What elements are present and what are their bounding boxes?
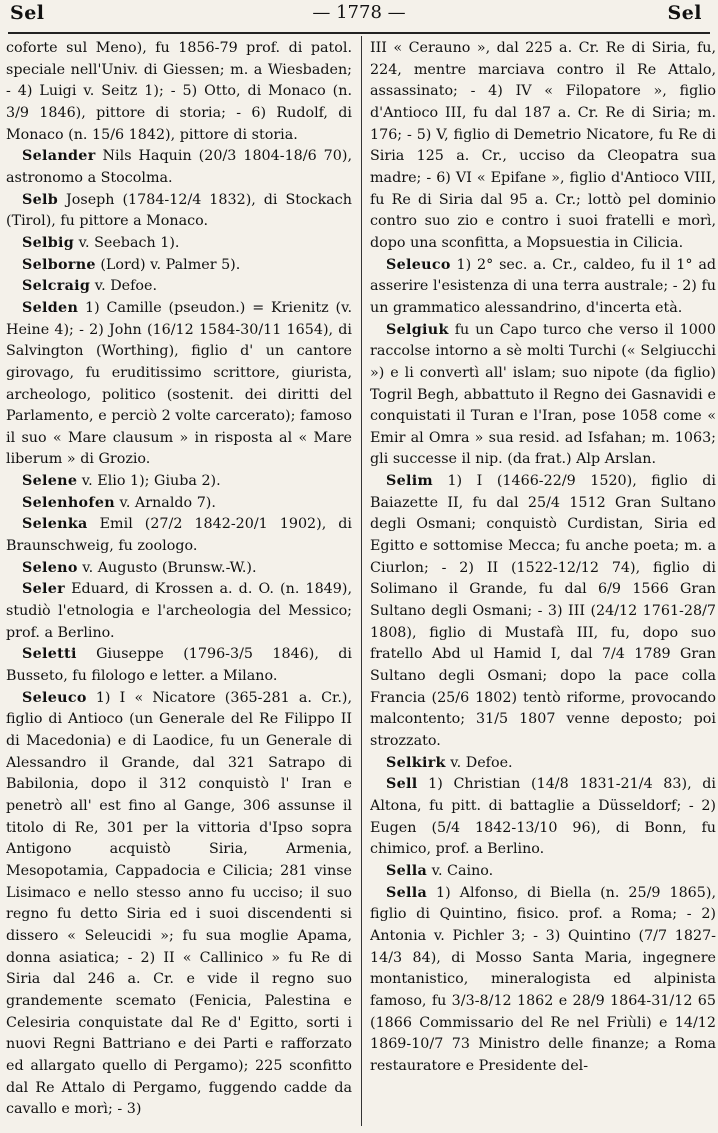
entry-text: 1) 2° sec. a. Cr., caldeo, fu il 1° ad asserire l'esistenza di una terra australe; - 2) fu un grammatico alessandrino, d'incerta età. [370, 256, 716, 316]
entry-headword: Sella [386, 884, 428, 901]
entry-text: v. Augusto (Brunsw.-W.). [77, 559, 257, 576]
entry-headword: Seler [22, 581, 65, 598]
dictionary-entry [6, 233, 352, 255]
entry-headword: Selden [22, 299, 79, 316]
entry-headword: Selborne [22, 256, 96, 273]
dictionary-entry [6, 276, 352, 298]
entry-text: v. Caino. [427, 862, 494, 879]
dictionary-entry [370, 255, 716, 320]
dictionary-entry [6, 255, 352, 277]
left-column [6, 38, 352, 1121]
entry-headword: Selbig [22, 234, 75, 251]
entry-text: 1) Camille (pseudon.) = Krienitz (v. Heine 4); - 2) John (16/12 1584-30/11 1654), di Salvington (Worthing), figlio d' un cantore girovago, fu eruditissimo scrittore, giurista, archeologo, politico (sostenit. dei diritti del Parlamento, e perciò 2 volte carcerato); famoso il suo « Mare clausum » in risposta al « Mare liberum » di Grozio. [6, 299, 352, 468]
entry-headword: Selgiuk [386, 321, 449, 338]
page-header [0, 2, 718, 32]
entry-text: v. Defoe. [445, 754, 513, 771]
entry-headword: Selander [22, 148, 96, 165]
page-number: — 1778 — [312, 2, 406, 23]
running-head-left: Sel [10, 2, 45, 24]
dictionary-entry [370, 471, 716, 753]
entry-headword: Selenka [22, 516, 88, 533]
entry-text: Emil (27/2 1842-20/1 1902), di Braunschweig, fu zoologo. [6, 516, 352, 555]
entry-text: v. Arnaldo 7). [114, 494, 216, 511]
entry-text: Giuseppe (1796-3/5 1846), di Busseto, fu filologo e letter. a Milano. [6, 646, 352, 685]
entry-text: Joseph (1784-12/4 1832), di Stockach (Tirol), fu pittore a Monaco. [6, 191, 352, 230]
entry-text: v. Defoe. [90, 278, 158, 295]
dictionary-entry [6, 471, 352, 493]
entry-text: 1) Christian (14/8 1831-21/4 83), di Altona, fu pitt. di battaglie a Düsseldorf; - 2) Eugen (5/4 1842-13/10 96), di Bonn, fu chimico, prof. a Berlino. [370, 776, 716, 858]
entry-headword: Selenhofen [22, 494, 115, 511]
entry-text: fu un Capo turco che verso il 1000 raccolse intorno a sè molti Turchi (« Selgiucchi ») e li convertì all' islam; suo nipote (da figlio) Togril Begh, abbattuto il Regno dei Gasnavidi e conquistati il Turan e l'Iran, pose 1058 come « Emir al Omra » sua resid. ad Isfahan; m. 1063; gli successe il nip. (da frat.) Alp Arslan. [370, 321, 716, 468]
entry-headword: Seletti [22, 646, 77, 663]
entry-headword: Seleuco [22, 689, 87, 706]
entry-headword: Seleno [22, 559, 78, 576]
entry-headword: Sella [386, 862, 428, 879]
entry-headword: Selcraig [22, 278, 91, 295]
column-divider [361, 36, 362, 1126]
dictionary-entry [370, 753, 716, 775]
dictionary-entry [6, 579, 352, 644]
dictionary-entry [370, 883, 716, 1078]
dictionary-entry [6, 493, 352, 515]
dictionary-entry [6, 190, 352, 233]
entry-headword: Selene [22, 473, 78, 490]
dictionary-entry [6, 298, 352, 471]
entry-text: coforte sul Meno), fu 1856-79 prof. di patol. speciale nell'Univ. di Giessen; m. a Wiesbaden; - 4) Luigi v. Seitz 1); - 5) Otto, di Monaco (n. 3/9 1846), pittore di storia; - 6) Rudolf, di Monaco (n. 15/6 1842), pittore di storia. [6, 40, 352, 143]
header-rule [8, 32, 710, 34]
dictionary-entry [6, 688, 352, 1121]
dictionary-entry [6, 146, 352, 189]
dictionary-entry [6, 514, 352, 557]
entry-headword: Selb [22, 191, 59, 208]
entry-text: Eduard, di Krossen a. d. O. (n. 1849), studiò l'etnologia e l'archeologia del Messico; prof. a Berlino. [6, 581, 352, 641]
dictionary-entry [370, 861, 716, 883]
entry-headword: Selim [386, 473, 433, 490]
entry-headword: Selkirk [386, 754, 446, 771]
entry-text: v. Elio 1); Giuba 2). [77, 473, 221, 490]
continued-entry [6, 38, 352, 146]
entry-text: 1) I « Nicatore (365-281 a. Cr.), figlio di Antioco (un Generale del Re Filippo II di Macedonia) e di Laodice, fu un Generale di Alessandro il Grande, dal 321 Satrapo di Babilonia, dopo il 312 conquistò l' Iran e penetrò all' est fino al Gange, 306 assunse il titolo di Re, 301 per la vittoria d'Ipso sopra Antigono acquistò Siria, Armenia, Mesopotamia, Cappadocia e Cilicia; 281 vinse Lisimaco e nello stesso anno fu ucciso; il suo regno fu detto Siria ed i suoi discendenti si dissero « Seleucidi »; fu sua moglie Apama, donna asiatica; - 2) II « Callinico » fu Re di Siria dal 246 a. Cr. e vide il regno suo grandemente scemato (Fenicia, Palestina e Celesiria conquistate dal Re d' Egitto, sorti i nuovi Regni Battriano e dei Parti e rafforzato ed allargato quello di Pergamo); 225 sconfitto dal Re Attalo di Pergamo, fuggendo cadde da cavallo e morì; - 3) [6, 689, 352, 1118]
dictionary-entry [6, 558, 352, 580]
entry-text: 1) I (1466-22/9 1520), figlio di Baiazette II, fu dal 25/4 1512 Gran Sultano degli Osmani; conquistò Curdistan, Siria ed Egitto e sottomise Mecca; fu anche poeta; m. a Ciurlon; - 2) II (1522-12/12 74), figlio di Solimano il Grande, fu dal 6/9 1566 Gran Sultano degli Osmani; - 3) III (24/12 1761-28/7 1808), figlio di Mustafà III, fu, dopo suo fratello Abd ul Hamid I, dal 7/4 1789 Gran Sultano degli Osmani; dopo la pace colla Francia (25/6 1802) tentò riforme, provocando malcontento; 31/5 1807 venne deposto; poi strozzato. [370, 473, 716, 749]
dictionary-entry [6, 644, 352, 687]
continued-entry [370, 38, 716, 255]
entry-headword: Seleuco [386, 256, 451, 273]
right-column [370, 38, 716, 1078]
entry-text: 1) Alfonso, di Biella (n. 25/9 1865), figlio di Quintino, fisico. prof. a Roma; - 2) Antonia v. Pichler 3; - 3) Quintino (7/7 1827-14/3 84), di Mosso Santa Maria, ingegnere montanistico, mineralogista ed alpinista famoso, fu 3/3-8/12 1862 e 28/9 1864-31/12 65 (1866 Commissario del Re nel Friùli) e 14/12 1869-10/7 73 Ministro delle finanze; a Roma restauratore e Presidente del- [370, 884, 716, 1074]
dictionary-entry [370, 320, 716, 472]
entry-text: Nils Haquin (20/3 1804-18/6 70), astronomo a Stocolma. [6, 148, 352, 186]
entry-text: III « Cerauno », dal 225 a. Cr. Re di Siria, fu, 224, mentre marciava contro il Re Attalo, assassinato; - 4) IV « Filopatore », figlio d'Antioco III, fu dal 187 a. Cr. Re di Siria; m. 176; - 5) V, figlio di Demetrio Nicatore, fu Re di Siria 125 a. Cr., ucciso da Cleopatra sua madre; - 6) VI « Epifane », figlio d'Antioco VIII, fu Re di Siria dal 95 a. Cr.; lottò pel dominio contro suo zio e contro i suoi fratelli e morì, dopo una sconfitta, a Mopsuestia in Cilicia. [370, 40, 716, 251]
running-head-right: Sel [667, 2, 702, 24]
dictionary-entry [370, 774, 716, 861]
entry-text: (Lord) v. Palmer 5). [95, 256, 241, 273]
entry-headword: Sell [386, 776, 418, 793]
entry-text: v. Seebach 1). [74, 234, 180, 251]
